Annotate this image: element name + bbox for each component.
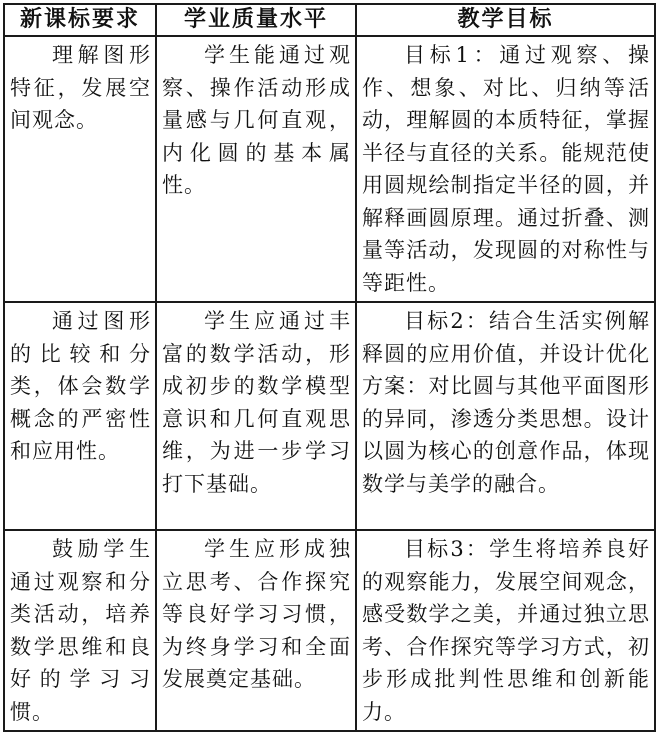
requirement-text: 理解图形特征，发展空间观念。 xyxy=(10,43,151,132)
quality-cell xyxy=(156,530,356,731)
quality-text: 学生能通过观察、操作活动形成量感与几何直观，内化圆的基本属性。 xyxy=(162,43,351,197)
table-row xyxy=(4,530,655,731)
table-row xyxy=(4,36,655,302)
goal-text: 目标3：学生将培养良好的观察能力，发展空间观念，感受数学之美，并通过独立思考、合作探究等学习方式，初步形成批判性思维和创新能力。 xyxy=(362,537,650,724)
goal-cell xyxy=(356,36,655,302)
teaching-goals-document xyxy=(3,3,654,724)
table-row xyxy=(4,302,655,530)
header-teaching-goal: 教学目标 xyxy=(356,4,655,36)
goal-text: 目标2：结合生活实例解释圆的应用价值，并设计优化方案：对比圆与其他平面图形的异同，渗透分类思想。设计以圆为核心的创意作品，体现数学与美学的融合。 xyxy=(362,309,650,496)
requirement-cell xyxy=(4,302,156,530)
goals-table xyxy=(3,3,656,732)
requirement-cell xyxy=(4,530,156,731)
requirement-text: 鼓励学生通过观察和分类活动，培养数学思维和良好的学习习惯。 xyxy=(10,537,151,724)
quality-text: 学生应形成独立思考、合作探究等良好学习习惯，为终身学习和全面发展奠定基础。 xyxy=(162,537,351,691)
header-requirement: 新课标要求 xyxy=(4,4,156,36)
goal-text: 目标1：通过观察、操作、想象、对比、归纳等活动，理解圆的本质特征，掌握半径与直径的关系。能规范使用圆规绘制指定半径的圆，并解释画圆原理。通过折叠、测量等活动，发现圆的对称性与等距性。 xyxy=(362,43,650,295)
header-quality-level: 学业质量水平 xyxy=(156,4,356,36)
quality-text: 学生应通过丰富的数学活动，形成初步的数学模型意识和几何直观思维，为进一步学习打下基础。 xyxy=(162,309,351,496)
requirement-cell xyxy=(4,36,156,302)
quality-cell xyxy=(156,36,356,302)
requirement-text: 通过图形的比较和分类，体会数学概念的严密性和应用性。 xyxy=(10,309,151,463)
goal-cell xyxy=(356,530,655,731)
table-header-row xyxy=(4,4,655,36)
quality-cell xyxy=(156,302,356,530)
goal-cell xyxy=(356,302,655,530)
